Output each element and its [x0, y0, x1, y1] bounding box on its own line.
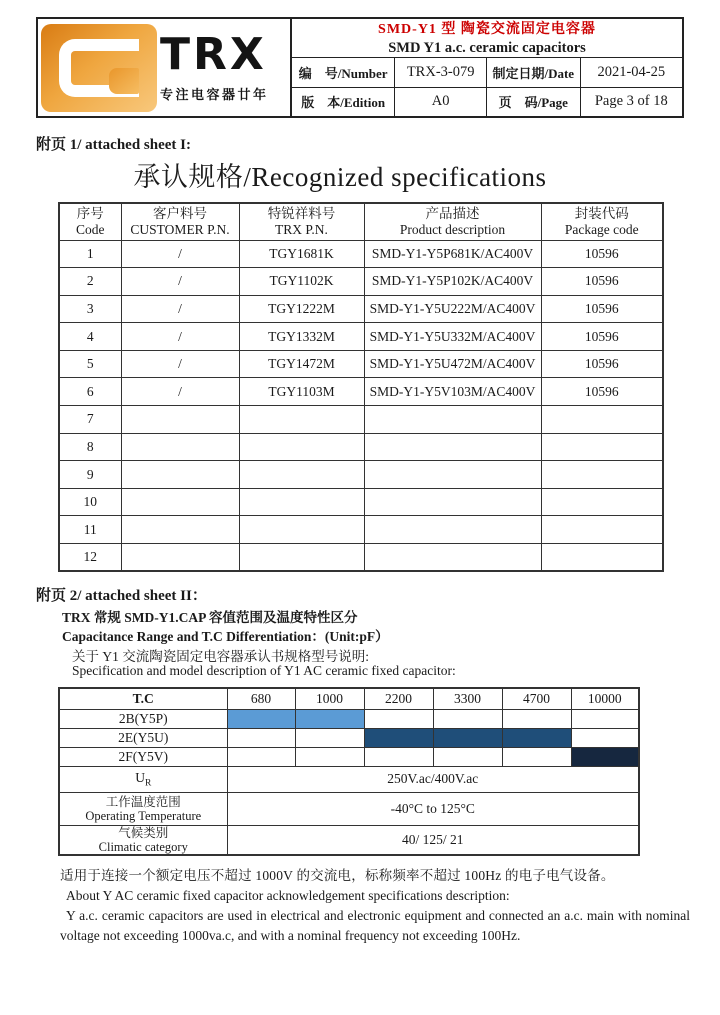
tc-header-row: T.C 680 1000 2200 3300 4700 10000	[59, 688, 639, 709]
table-row: 10	[59, 488, 663, 516]
sheet2-subtitle-en: Capacitance Range and T.C Differentiation：(Unit:pF）	[62, 629, 389, 644]
operating-temperature-value: -40°C to 125°C	[227, 792, 639, 825]
table-row: 8	[59, 433, 663, 461]
col-code: 序号 Code	[59, 203, 121, 240]
note-cn: 适用于连接一个额定电压不超过 1000V 的交流电，标称频率不超过 100Hz 的电子电气设备。	[60, 868, 615, 883]
range-cell-filled	[295, 709, 364, 728]
sheet2-desc-en: Specification and model description of Y1 AC ceramic fixed capacitor:	[72, 663, 456, 678]
table-row: 2 / TGY1102K SMD-Y1-Y5P102K/AC400V 10596	[59, 268, 663, 296]
range-cell-filled	[433, 728, 502, 747]
range-cell	[227, 747, 295, 766]
sheet1-title: 承认规格/Recognized specifications	[133, 162, 547, 192]
tc-row-label: 2E(Y5U)	[59, 728, 227, 747]
header-row-number	[292, 58, 682, 88]
range-cell-filled	[227, 709, 295, 728]
col-trx-pn: 特锐祥料号 TRX P.N.	[239, 203, 364, 240]
tc-row-y5v	[59, 747, 639, 766]
range-cell	[295, 728, 364, 747]
range-cell-filled	[364, 728, 433, 747]
range-cell-filled	[502, 728, 571, 747]
col-customer-pn: 客户料号 CUSTOMER P.N.	[121, 203, 239, 240]
tc-row-y5p	[59, 709, 639, 728]
logo-cell	[38, 19, 292, 116]
tc-row-label: 2F(Y5V)	[59, 747, 227, 766]
tc-row-rated-voltage	[59, 766, 639, 792]
logo-c-shape-icon	[59, 39, 139, 97]
range-cell	[227, 728, 295, 747]
range-cell	[295, 747, 364, 766]
document-title-cn: SMD-Y1 型 陶瓷交流固定电容器	[378, 22, 596, 37]
logo-c-inner-icon	[109, 68, 139, 94]
col-product-description: 产品描述 Product description	[364, 203, 541, 240]
document-title-en: SMD Y1 a.c. ceramic capacitors	[388, 40, 586, 56]
range-cell	[433, 709, 502, 728]
table-row: 9	[59, 461, 663, 489]
range-cell	[364, 747, 433, 766]
table-row: 4 / TGY1332M SMD-Y1-Y5U332M/AC400V 10596	[59, 323, 663, 351]
edition-label: 版 本/Edition	[292, 88, 395, 117]
tc-header-label: T.C	[59, 688, 227, 709]
range-cell	[364, 709, 433, 728]
range-cell	[502, 747, 571, 766]
climatic-category-label: 气候类别 Climatic category	[59, 825, 227, 855]
recognized-specifications-table	[58, 202, 664, 572]
table-row: 3 / TGY1222M SMD-Y1-Y5U222M/AC400V 10596	[59, 295, 663, 323]
table-row: 5 / TGY1472M SMD-Y1-Y5U472M/AC400V 10596	[59, 350, 663, 378]
range-cell	[433, 747, 502, 766]
logo-text	[160, 28, 269, 103]
note-en-title: About Y AC ceramic fixed capacitor acknowledgement specifications description:	[66, 888, 510, 903]
table-row: 7	[59, 406, 663, 434]
climatic-category-value: 40/ 125/ 21	[227, 825, 639, 855]
tc-differentiation-table	[58, 687, 640, 856]
note-en-body: Y a.c. ceramic capacitors are used in electrical and electronic equipment and connected an a.c. main with nominal voltage not exceeding 1000va.c, and with a nominal frequency not exceeding 100Hz.	[60, 908, 690, 943]
trx-logo-mark-icon	[41, 24, 157, 112]
tc-row-label: 2B(Y5P)	[59, 709, 227, 728]
table-row: 11	[59, 516, 663, 544]
spec-table-header-row	[59, 203, 663, 240]
sheet1-heading: 附页 1/ attached sheet I:	[36, 137, 191, 153]
range-cell	[571, 728, 639, 747]
tc-row-y5u	[59, 728, 639, 747]
rated-voltage-value: 250V.ac/400V.ac	[227, 766, 639, 792]
logo-tagline: 专注电容器廿年	[160, 87, 269, 103]
sheet2-subtitle-cn: TRX 常规 SMD-Y1.CAP 容值范围及温度特性区分	[62, 610, 358, 625]
operating-temperature-label: 工作温度范围 Operating Temperature	[59, 792, 227, 825]
page-value: Page 3 of 18	[594, 93, 668, 110]
date-label: 制定日期/Date	[487, 58, 581, 87]
header-titles	[292, 19, 682, 58]
table-row: 1 / TGY1681K SMD-Y1-Y5P681K/AC400V 10596	[59, 240, 663, 268]
rated-voltage-label: $U_R$	[59, 766, 227, 792]
range-cell	[571, 709, 639, 728]
number-value: TRX-3-079	[395, 58, 487, 87]
page-label: 页 码/Page	[487, 88, 581, 117]
footer-notes	[60, 866, 690, 946]
range-cell	[502, 709, 571, 728]
date-value: 2021-04-25	[597, 63, 666, 80]
edition-value: A0	[395, 88, 487, 117]
tc-row-operating-temperature	[59, 792, 639, 825]
number-label: 编 号/Number	[292, 58, 395, 87]
header-right	[292, 19, 682, 116]
col-package-code: 封装代码 Package code	[541, 203, 663, 240]
tc-row-climatic-category	[59, 825, 639, 855]
logo-brand: TRX	[160, 28, 267, 80]
header-row-edition	[292, 88, 682, 117]
sheet2-heading: 附页 2/ attached sheet II：	[36, 588, 207, 604]
table-row: 6 / TGY1103M SMD-Y1-Y5V103M/AC400V 10596	[59, 378, 663, 406]
table-row: 12	[59, 544, 663, 572]
document-header	[36, 17, 684, 118]
range-cell-filled	[571, 747, 639, 766]
sheet2-desc-cn: 关于 Y1 交流陶瓷固定电容器承认书规格型号说明:	[72, 649, 369, 664]
